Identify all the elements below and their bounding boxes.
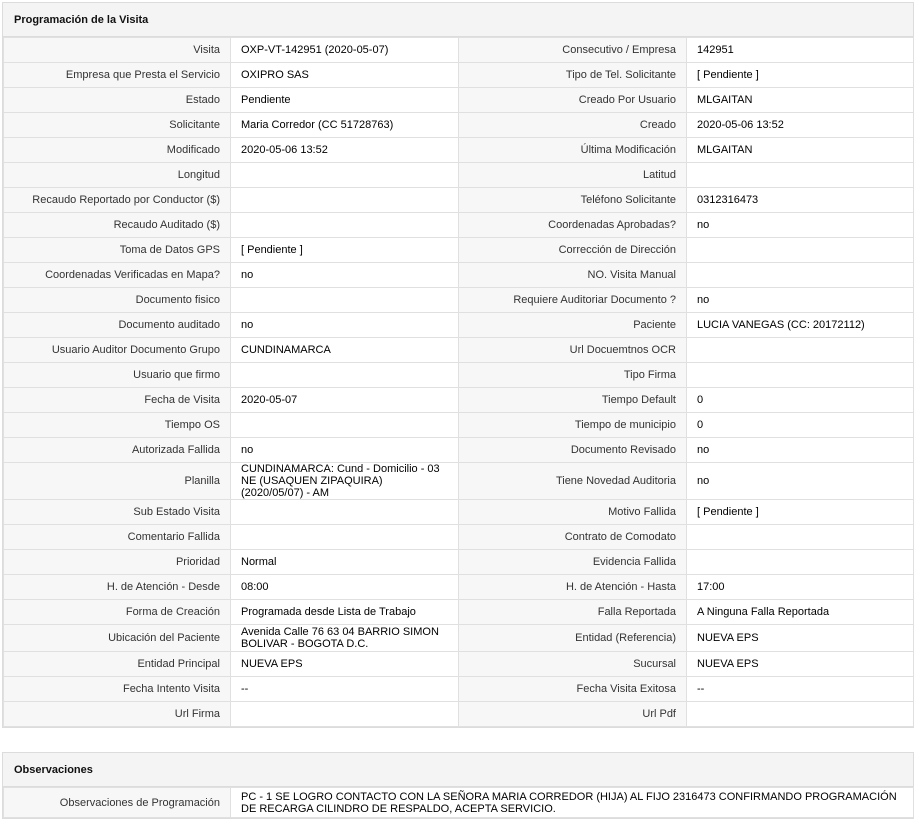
field-value bbox=[231, 188, 459, 213]
detail-row bbox=[4, 188, 914, 213]
field-label: NO. Visita Manual bbox=[459, 263, 687, 288]
detail-row bbox=[4, 263, 914, 288]
detail-row bbox=[4, 575, 914, 600]
observations-row bbox=[4, 788, 914, 818]
detail-row bbox=[4, 163, 914, 188]
field-label: Consecutivo / Empresa bbox=[459, 38, 687, 63]
field-label: Fecha Intento Visita bbox=[4, 677, 231, 702]
field-value: NUEVA EPS bbox=[687, 625, 914, 652]
field-value bbox=[687, 338, 914, 363]
visit-programming-title: Programación de la Visita bbox=[3, 3, 913, 37]
field-value: [ Pendiente ] bbox=[687, 63, 914, 88]
detail-row bbox=[4, 677, 914, 702]
field-label: H. de Atención - Desde bbox=[4, 575, 231, 600]
field-value: Programada desde Lista de Trabajo bbox=[231, 600, 459, 625]
field-value: 08:00 bbox=[231, 575, 459, 600]
field-value: 0 bbox=[687, 413, 914, 438]
field-label: Autorizada Fallida bbox=[4, 438, 231, 463]
field-value: -- bbox=[231, 677, 459, 702]
observations-panel bbox=[2, 752, 914, 819]
field-value bbox=[687, 163, 914, 188]
field-value: [ Pendiente ] bbox=[687, 500, 914, 525]
field-label: Documento fisico bbox=[4, 288, 231, 313]
detail-row bbox=[4, 525, 914, 550]
field-value bbox=[231, 163, 459, 188]
detail-row bbox=[4, 213, 914, 238]
field-value: 2020-05-06 13:52 bbox=[231, 138, 459, 163]
field-label: Requiere Auditoriar Documento ? bbox=[459, 288, 687, 313]
field-label: Recaudo Reportado por Conductor ($) bbox=[4, 188, 231, 213]
field-value bbox=[231, 288, 459, 313]
field-label: Entidad Principal bbox=[4, 652, 231, 677]
observations-label: Observaciones de Programación bbox=[4, 788, 231, 818]
field-value: no bbox=[687, 438, 914, 463]
observations-value: PC - 1 SE LOGRO CONTACTO CON LA SEÑORA MARIA CORREDOR (HIJA) AL FIJO 2316473 CONFIRMANDO PROGRAMACIÓN DE RECARGA CILINDRO DE RESPALDO, ACEPTA SERVICIO. bbox=[231, 788, 914, 818]
detail-row bbox=[4, 625, 914, 652]
detail-row bbox=[4, 438, 914, 463]
field-label: Url Docuemtnos OCR bbox=[459, 338, 687, 363]
field-value: 0 bbox=[687, 388, 914, 413]
field-label: Tiene Novedad Auditoria bbox=[459, 463, 687, 500]
field-label: Usuario que firmo bbox=[4, 363, 231, 388]
field-value bbox=[231, 363, 459, 388]
detail-row bbox=[4, 363, 914, 388]
field-value: 0312316473 bbox=[687, 188, 914, 213]
field-label: Fecha Visita Exitosa bbox=[459, 677, 687, 702]
detail-row bbox=[4, 238, 914, 263]
detail-row bbox=[4, 500, 914, 525]
field-value bbox=[231, 213, 459, 238]
field-label: Visita bbox=[4, 38, 231, 63]
field-label: Modificado bbox=[4, 138, 231, 163]
field-value: no bbox=[687, 288, 914, 313]
field-value bbox=[687, 238, 914, 263]
field-value: LUCIA VANEGAS (CC: 20172112) bbox=[687, 313, 914, 338]
field-label: Url Pdf bbox=[459, 702, 687, 727]
field-label: Tiempo de municipio bbox=[459, 413, 687, 438]
detail-row bbox=[4, 338, 914, 363]
field-value bbox=[687, 702, 914, 727]
field-value bbox=[231, 500, 459, 525]
detail-row bbox=[4, 63, 914, 88]
field-label: Toma de Datos GPS bbox=[4, 238, 231, 263]
field-value: MLGAITAN bbox=[687, 138, 914, 163]
field-value: 2020-05-06 13:52 bbox=[687, 113, 914, 138]
field-value bbox=[687, 550, 914, 575]
field-label: Documento auditado bbox=[4, 313, 231, 338]
detail-row bbox=[4, 600, 914, 625]
visit-details-table bbox=[3, 37, 914, 727]
visit-programming-panel bbox=[2, 2, 914, 728]
field-value: A Ninguna Falla Reportada bbox=[687, 600, 914, 625]
field-value: CUNDINAMARCA bbox=[231, 338, 459, 363]
field-label: Url Firma bbox=[4, 702, 231, 727]
field-label: Latitud bbox=[459, 163, 687, 188]
field-label: Motivo Fallida bbox=[459, 500, 687, 525]
field-value bbox=[687, 363, 914, 388]
field-label: Evidencia Fallida bbox=[459, 550, 687, 575]
field-value: no bbox=[231, 263, 459, 288]
field-label: Ubicación del Paciente bbox=[4, 625, 231, 652]
field-value: 2020-05-07 bbox=[231, 388, 459, 413]
field-value: no bbox=[231, 313, 459, 338]
detail-row bbox=[4, 88, 914, 113]
field-label: Empresa que Presta el Servicio bbox=[4, 63, 231, 88]
detail-row bbox=[4, 38, 914, 63]
field-label: H. de Atención - Hasta bbox=[459, 575, 687, 600]
detail-row bbox=[4, 463, 914, 500]
field-value: OXIPRO SAS bbox=[231, 63, 459, 88]
field-value bbox=[687, 263, 914, 288]
field-label: Tiempo OS bbox=[4, 413, 231, 438]
field-label: Paciente bbox=[459, 313, 687, 338]
field-label: Última Modificación bbox=[459, 138, 687, 163]
detail-row bbox=[4, 313, 914, 338]
field-label: Comentario Fallida bbox=[4, 525, 231, 550]
detail-row bbox=[4, 138, 914, 163]
field-label: Forma de Creación bbox=[4, 600, 231, 625]
detail-row bbox=[4, 113, 914, 138]
field-value: 142951 bbox=[687, 38, 914, 63]
detail-row bbox=[4, 413, 914, 438]
observations-title: Observaciones bbox=[3, 753, 913, 787]
field-label: Longitud bbox=[4, 163, 231, 188]
field-label: Entidad (Referencia) bbox=[459, 625, 687, 652]
field-value: Pendiente bbox=[231, 88, 459, 113]
field-value: [ Pendiente ] bbox=[231, 238, 459, 263]
field-value: CUNDINAMARCA: Cund - Domicilio - 03 NE (USAQUEN ZIPAQUIRA) (2020/05/07) - AM bbox=[231, 463, 459, 500]
field-label: Solicitante bbox=[4, 113, 231, 138]
field-label: Fecha de Visita bbox=[4, 388, 231, 413]
field-value: NUEVA EPS bbox=[231, 652, 459, 677]
field-label: Tipo de Tel. Solicitante bbox=[459, 63, 687, 88]
field-label: Teléfono Solicitante bbox=[459, 188, 687, 213]
field-value bbox=[231, 525, 459, 550]
field-label: Planilla bbox=[4, 463, 231, 500]
field-value bbox=[231, 702, 459, 727]
field-value: Avenida Calle 76 63 04 BARRIO SIMON BOLIVAR - BOGOTA D.C. bbox=[231, 625, 459, 652]
field-label: Tipo Firma bbox=[459, 363, 687, 388]
detail-row bbox=[4, 288, 914, 313]
detail-row bbox=[4, 550, 914, 575]
detail-row bbox=[4, 388, 914, 413]
detail-row bbox=[4, 652, 914, 677]
field-value: no bbox=[687, 463, 914, 500]
field-value: Normal bbox=[231, 550, 459, 575]
field-label: Tiempo Default bbox=[459, 388, 687, 413]
field-value: Maria Corredor (CC 51728763) bbox=[231, 113, 459, 138]
field-value bbox=[231, 413, 459, 438]
field-value: no bbox=[231, 438, 459, 463]
field-label: Estado bbox=[4, 88, 231, 113]
field-label: Documento Revisado bbox=[459, 438, 687, 463]
detail-row bbox=[4, 702, 914, 727]
field-label: Coordenadas Verificadas en Mapa? bbox=[4, 263, 231, 288]
field-label: Sub Estado Visita bbox=[4, 500, 231, 525]
field-label: Coordenadas Aprobadas? bbox=[459, 213, 687, 238]
field-label: Corrección de Dirección bbox=[459, 238, 687, 263]
observations-table bbox=[3, 787, 914, 818]
field-label: Usuario Auditor Documento Grupo bbox=[4, 338, 231, 363]
field-label: Creado Por Usuario bbox=[459, 88, 687, 113]
field-label: Prioridad bbox=[4, 550, 231, 575]
field-value: OXP-VT-142951 (2020-05-07) bbox=[231, 38, 459, 63]
field-label: Falla Reportada bbox=[459, 600, 687, 625]
field-label: Contrato de Comodato bbox=[459, 525, 687, 550]
field-value bbox=[687, 525, 914, 550]
field-label: Recaudo Auditado ($) bbox=[4, 213, 231, 238]
field-label: Creado bbox=[459, 113, 687, 138]
field-value: NUEVA EPS bbox=[687, 652, 914, 677]
field-label: Sucursal bbox=[459, 652, 687, 677]
field-value: no bbox=[687, 213, 914, 238]
field-value: 17:00 bbox=[687, 575, 914, 600]
field-value: MLGAITAN bbox=[687, 88, 914, 113]
field-value: -- bbox=[687, 677, 914, 702]
